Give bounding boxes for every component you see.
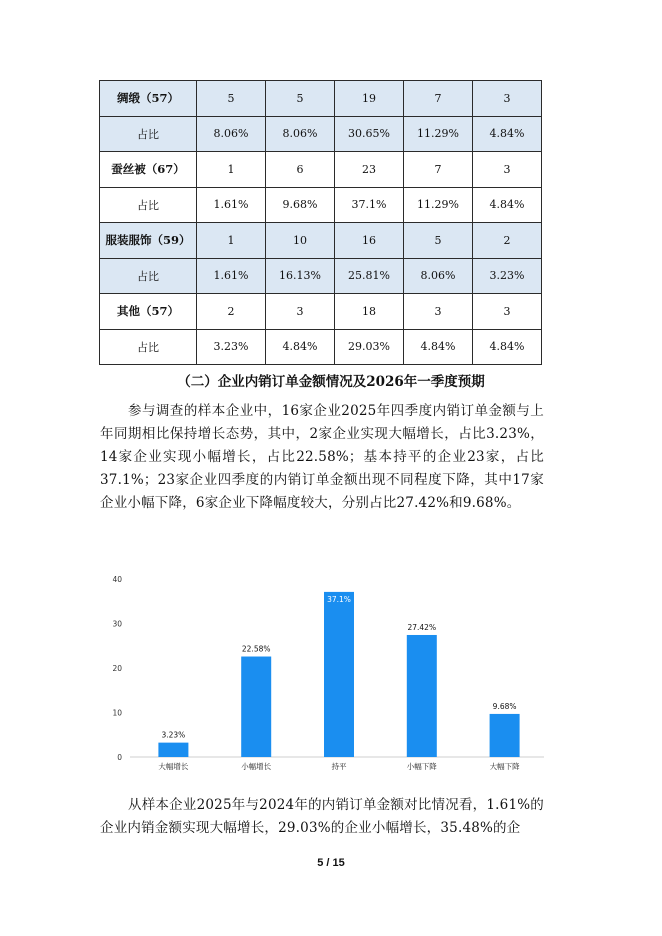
table-cell: 19 bbox=[335, 81, 404, 117]
body-paragraph-2: 从样本企业2025年与2024年的内销订单金额对比情况看，1.61%的企业内销金额实现大幅增长，29.03%的企业小幅增长，35.48%的企 bbox=[100, 797, 544, 836]
bar bbox=[158, 743, 188, 757]
table-cell: 4.84% bbox=[473, 329, 542, 365]
table-row bbox=[100, 329, 542, 365]
bar bbox=[324, 592, 354, 757]
table-cell: 10 bbox=[266, 223, 335, 259]
x-tick-label: 大幅增长 bbox=[158, 762, 189, 771]
table-cell: 7 bbox=[404, 81, 473, 117]
body-paragraph-1: 参与调查的样本企业中，16家企业2025年四季度内销订单金额与上年同期相比保持增长态势，其中，2家企业实现大幅增长，占比3.23%，14家企业实现小幅增长，占比22.58%；基本持平的企业23家，占比37.1%；23家企业四季度的内销订单金额出现不同程度下降，其中17家企业小幅下降，6家企业下降幅度较大，分别占比27.42%和9.68%。 bbox=[100, 403, 544, 511]
table-cell: 8.06% bbox=[266, 116, 335, 152]
table-row bbox=[100, 258, 542, 294]
table-cell: 3 bbox=[473, 294, 542, 330]
table-row bbox=[100, 116, 542, 152]
table-row bbox=[100, 294, 542, 330]
table-cell: 6 bbox=[266, 152, 335, 188]
category-stats-table bbox=[99, 80, 542, 365]
data-label: 3.23% bbox=[161, 730, 186, 740]
table-cell: 4.84% bbox=[404, 329, 473, 365]
table-cell: 2 bbox=[473, 223, 542, 259]
table-cell: 11.29% bbox=[404, 116, 473, 152]
table-cell: 18 bbox=[335, 294, 404, 330]
table-cell: 16 bbox=[335, 223, 404, 259]
x-tick-label: 小幅增长 bbox=[241, 762, 272, 771]
row-label: 其他（57） bbox=[100, 294, 197, 330]
table-cell: 4.84% bbox=[473, 116, 542, 152]
table-cell: 8.06% bbox=[197, 116, 266, 152]
table-cell: 5 bbox=[197, 81, 266, 117]
y-tick-label: 10 bbox=[112, 708, 122, 718]
table-row bbox=[100, 187, 542, 223]
y-tick-label: 40 bbox=[112, 575, 122, 584]
table-row bbox=[100, 81, 542, 117]
table-cell: 11.29% bbox=[404, 187, 473, 223]
data-label: 22.58% bbox=[241, 644, 271, 654]
table-cell: 5 bbox=[404, 223, 473, 259]
table-cell: 5 bbox=[266, 81, 335, 117]
row-label: 服装服饰（59） bbox=[100, 223, 197, 259]
row-label: 绸缎（57） bbox=[100, 81, 197, 117]
bar bbox=[241, 657, 271, 757]
y-tick-label: 20 bbox=[112, 664, 122, 673]
table-body bbox=[100, 81, 542, 365]
table-cell: 1.61% bbox=[197, 258, 266, 294]
page-number: 5 / 15 bbox=[317, 857, 345, 869]
x-tick-label: 持平 bbox=[331, 762, 347, 771]
table-cell: 3.23% bbox=[197, 329, 266, 365]
table-row bbox=[100, 152, 542, 188]
y-tick-label: 0 bbox=[117, 753, 122, 762]
table-cell: 9.68% bbox=[266, 187, 335, 223]
data-label: 9.68% bbox=[492, 701, 517, 711]
table-cell: 2 bbox=[197, 294, 266, 330]
x-tick-label: 大幅下降 bbox=[489, 762, 520, 771]
table-cell: 3.23% bbox=[473, 258, 542, 294]
table-cell: 3 bbox=[266, 294, 335, 330]
table-cell: 1 bbox=[197, 152, 266, 188]
table-cell: 3 bbox=[473, 152, 542, 188]
table-cell: 37.1% bbox=[335, 187, 404, 223]
y-tick-label: 30 bbox=[112, 619, 122, 629]
bar bbox=[490, 714, 520, 757]
table-cell: 16.13% bbox=[266, 258, 335, 294]
table-cell: 1 bbox=[197, 223, 266, 259]
table-row bbox=[100, 223, 542, 259]
x-tick-label: 小幅下降 bbox=[406, 762, 437, 771]
row-label: 占比 bbox=[100, 258, 197, 294]
table-cell: 25.81% bbox=[335, 258, 404, 294]
data-label: 27.42% bbox=[407, 622, 437, 632]
table-cell: 29.03% bbox=[335, 329, 404, 365]
row-label: 占比 bbox=[100, 116, 197, 152]
table-cell: 4.84% bbox=[473, 187, 542, 223]
bar-chart bbox=[108, 564, 548, 780]
table-cell: 8.06% bbox=[404, 258, 473, 294]
section-heading: （二）企业内销订单金额情况及2026年一季度预期 bbox=[177, 374, 485, 390]
table-cell: 7 bbox=[404, 152, 473, 188]
table-cell: 1.61% bbox=[197, 187, 266, 223]
bar bbox=[407, 635, 437, 757]
table-cell: 30.65% bbox=[335, 116, 404, 152]
table-cell: 3 bbox=[404, 294, 473, 330]
row-label: 蚕丝被（67） bbox=[100, 152, 197, 188]
row-label: 占比 bbox=[100, 329, 197, 365]
table-cell: 23 bbox=[335, 152, 404, 188]
data-label: 37.1% bbox=[327, 594, 351, 604]
table-cell: 3 bbox=[473, 81, 542, 117]
table-cell: 4.84% bbox=[266, 329, 335, 365]
row-label: 占比 bbox=[100, 187, 197, 223]
